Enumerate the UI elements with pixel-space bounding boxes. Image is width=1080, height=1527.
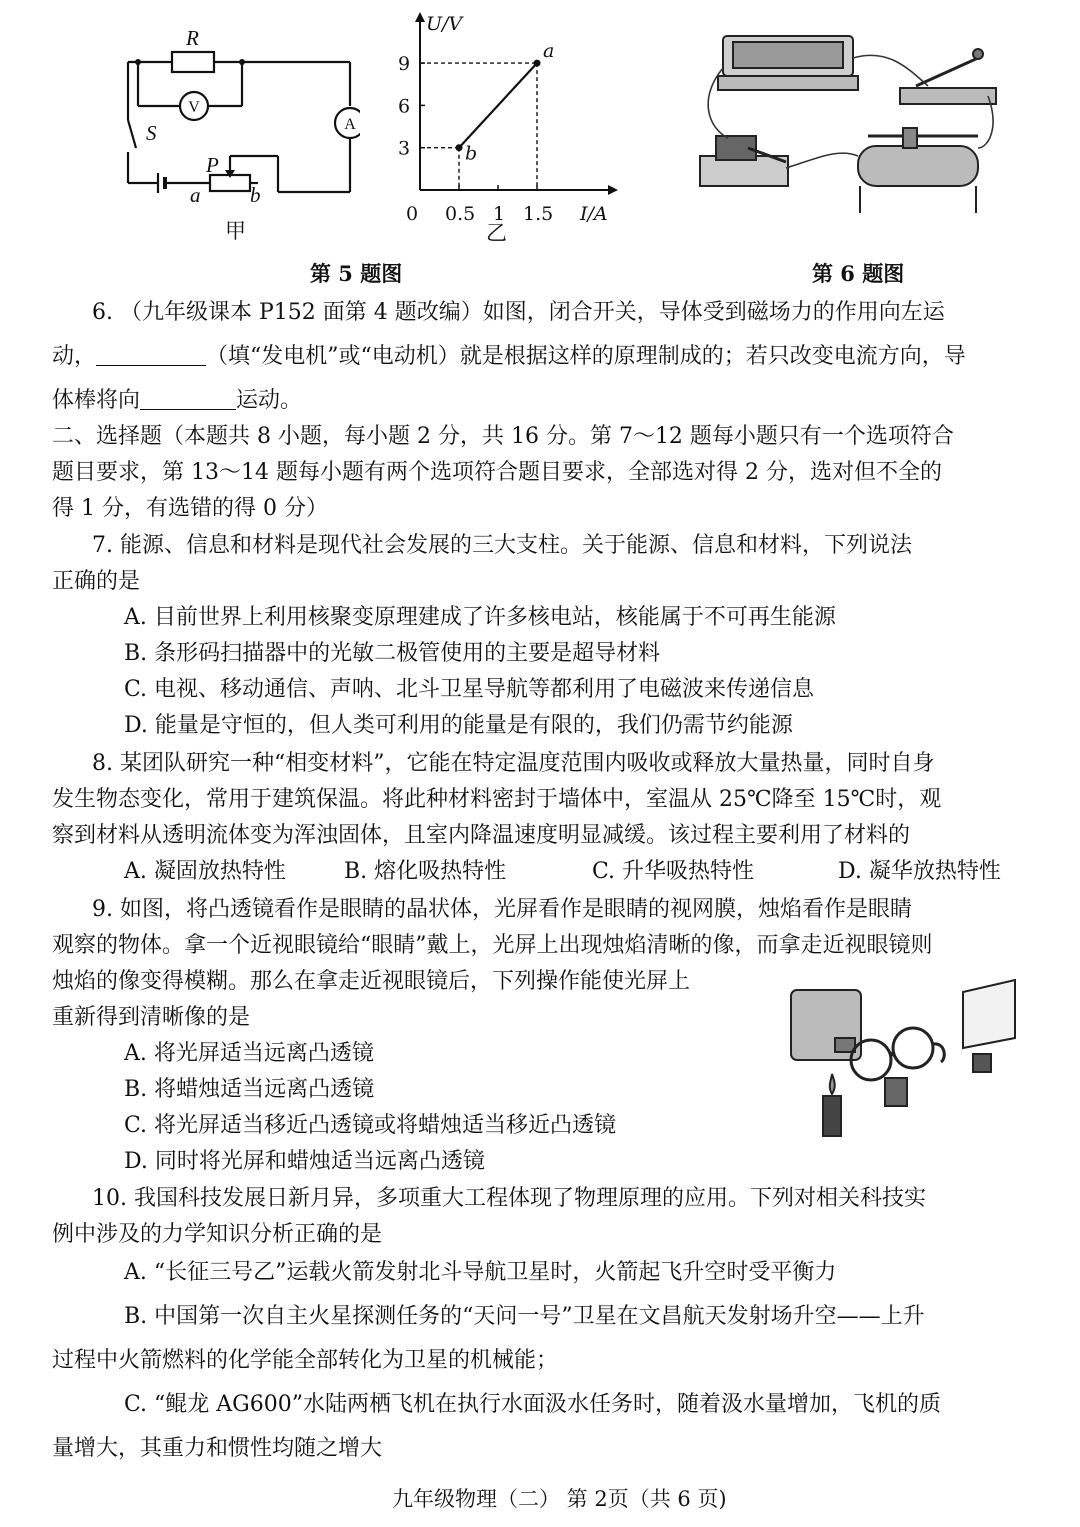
q9-stem-line2: 观察的物体。拿一个近视眼镜给“眼睛”戴上，光屏上出现烛焰清晰的像，而拿走近视眼镜则 [52,933,933,958]
q8-stem-line1: 8. 某团队研究一种“相变材料”，它能在特定温度范围内吸收或释放大量热量，同时自身 [92,751,935,776]
q8-stem-line3: 察到材料从透明流体变为浑浊固体，且室内降温速度明显减缓。该过程主要利用了材料的 [52,823,911,848]
y-axis-arrow [415,12,425,22]
q6-line1: 6. （九年级课本 P152 面第 4 题改编）如图，闭合开关，导体受到磁场力的作用向左运 [92,300,945,325]
q7-option-b[interactable]: B. 条形码扫描器中的光敏二极管使用的主要是超导材料 [124,641,661,666]
q8-option-c[interactable]: C. 升华吸热特性 [592,859,755,884]
data-point [534,60,541,67]
q10-option-c-line2: 量增大，其重力和惯性均随之增大 [52,1436,383,1461]
page-footer: 九年级物理（二） 第 2页（共 6 页) [392,1487,727,1511]
q9-stem-line1: 9. 如图，将凸透镜看作是眼睛的晶状体，光屏看作是眼睛的视网膜，烛焰看作是眼睛 [92,897,912,922]
motor-experiment-icon [688,28,1004,224]
y-axis-label: U/V [426,13,463,35]
section2-line1: 二、选择题（本题共 8 小题，每小题 2 分，共 16 分。第 7～12 题每小题只有一个选项符合 [52,424,954,449]
x-axis-label: I/A [580,203,608,225]
y-tick-label: 9 [398,53,411,76]
x-tick-label: 0 [406,203,419,225]
data-point [456,144,463,151]
x-axis-arrow [608,185,618,195]
x-tick-label: 0.5 [445,203,476,225]
q9-stem-line4: 重新得到清晰像的是 [52,1005,251,1030]
slider-label: P [206,153,219,177]
data-point-label: b [465,142,478,165]
q6-line2-end: （填“发电机”或“电动机）就是根据这样的原理制成的；若只改变电流方向，导 [206,344,966,369]
circuit-diagram [110,20,360,250]
q8-option-d[interactable]: D. 凝华放热特性 [838,859,1001,884]
series-line [459,63,537,148]
voltmeter-label: V [188,99,200,116]
q6-line3-end: 运动。 [236,388,303,413]
q10-option-a[interactable]: A. “长征三号乙”运载火箭发射北斗导航卫星时，火箭起飞升空时受平衡力 [124,1260,837,1285]
x-tick-label: 1 [493,203,506,225]
ammeter-label: A [344,116,356,133]
circuit-name: 甲 [225,219,246,243]
rheostat-end-a: a [190,183,201,207]
q7-option-c[interactable]: C. 电视、移动通信、声呐、北斗卫星导航等都利用了电磁波来传递信息 [124,677,815,702]
q10-stem-line2: 例中涉及的力学知识分析正确的是 [52,1222,383,1247]
q10-option-b-line1[interactable]: B. 中国第一次自主火星探测任务的“天问一号”卫星在文昌航天发射场升空——上升 [124,1304,925,1329]
q6-line2-start: 动， [52,344,97,369]
switch-label: S [146,121,157,145]
q6-blank-1[interactable] [96,341,206,366]
q8-option-b[interactable]: B. 熔化吸热特性 [344,859,507,884]
q9-stem-line3: 烛焰的像变得模糊。那么在拿走近视眼镜后，下列操作能使光屏上 [52,969,691,994]
q6-line2 [52,340,966,374]
q8-option-a[interactable]: A. 凝固放热特性 [124,859,286,884]
rheostat-end-b: b [250,183,261,207]
q10-stem-line1: 10. 我国科技发展日新月异，多项重大工程体现了物理原理的应用。下列对相关科技实 [92,1186,926,1211]
q6-blank-2[interactable] [140,385,236,410]
graph-name: 乙 [486,221,507,245]
q9-option-c[interactable]: C. 将光屏适当移近凸透镜或将蜡烛适当移近凸透镜 [124,1113,617,1138]
q10-option-b-line2: 过程中火箭燃料的化学能全部转化为卫星的机械能； [52,1348,559,1373]
x-tick-label: 1.5 [523,203,554,225]
q7-option-d[interactable]: D. 能量是守恒的，但人类可利用的能量是有限的，我们仍需节约能源 [124,713,793,738]
q6-line3-start: 体棒将向 [52,388,141,413]
q9-option-b[interactable]: B. 将蜡烛适当远离凸透镜 [124,1077,375,1102]
section2-line3: 得 1 分，有选错的得 0 分） [52,496,328,521]
resistor-label: R [186,26,199,50]
q10-option-c-line1[interactable]: C. “鲲龙 AG600”水陆两栖飞机在执行水面汲水任务时，随着汲水量增加，飞机的质 [124,1392,941,1417]
data-point-label: a [543,40,555,63]
y-tick-label: 6 [398,95,411,118]
q7-option-a[interactable]: A. 目前世界上利用核聚变原理建成了许多核电站，核能属于不可再生能源 [124,605,836,630]
q9-option-d[interactable]: D. 同时将光屏和蜡烛适当远离凸透镜 [124,1149,485,1174]
u-i-graph [388,12,618,247]
figure-6-caption: 第 6 题图 [812,261,905,286]
y-tick-label: 3 [398,137,411,160]
section2-line2: 题目要求，第 13～14 题每小题有两个选项符合题目要求，全部选对得 2 分，选对但不全的 [52,460,942,485]
q9-option-a[interactable]: A. 将光屏适当远离凸透镜 [124,1041,374,1066]
q8-stem-line2: 发生物态变化，常用于建筑保温。将此种材料密封于墙体中，室温从 25℃降至 15℃时，观 [52,787,942,812]
q7-stem-line2: 正确的是 [52,569,141,594]
q6-line3 [52,384,302,418]
q7-stem-line1: 7. 能源、信息和材料是现代社会发展的三大支柱。关于能源、信息和材料，下列说法 [92,533,912,558]
lens-candle-glasses-icon [785,978,1035,1146]
figure-5-caption: 第 5 题图 [310,261,403,286]
